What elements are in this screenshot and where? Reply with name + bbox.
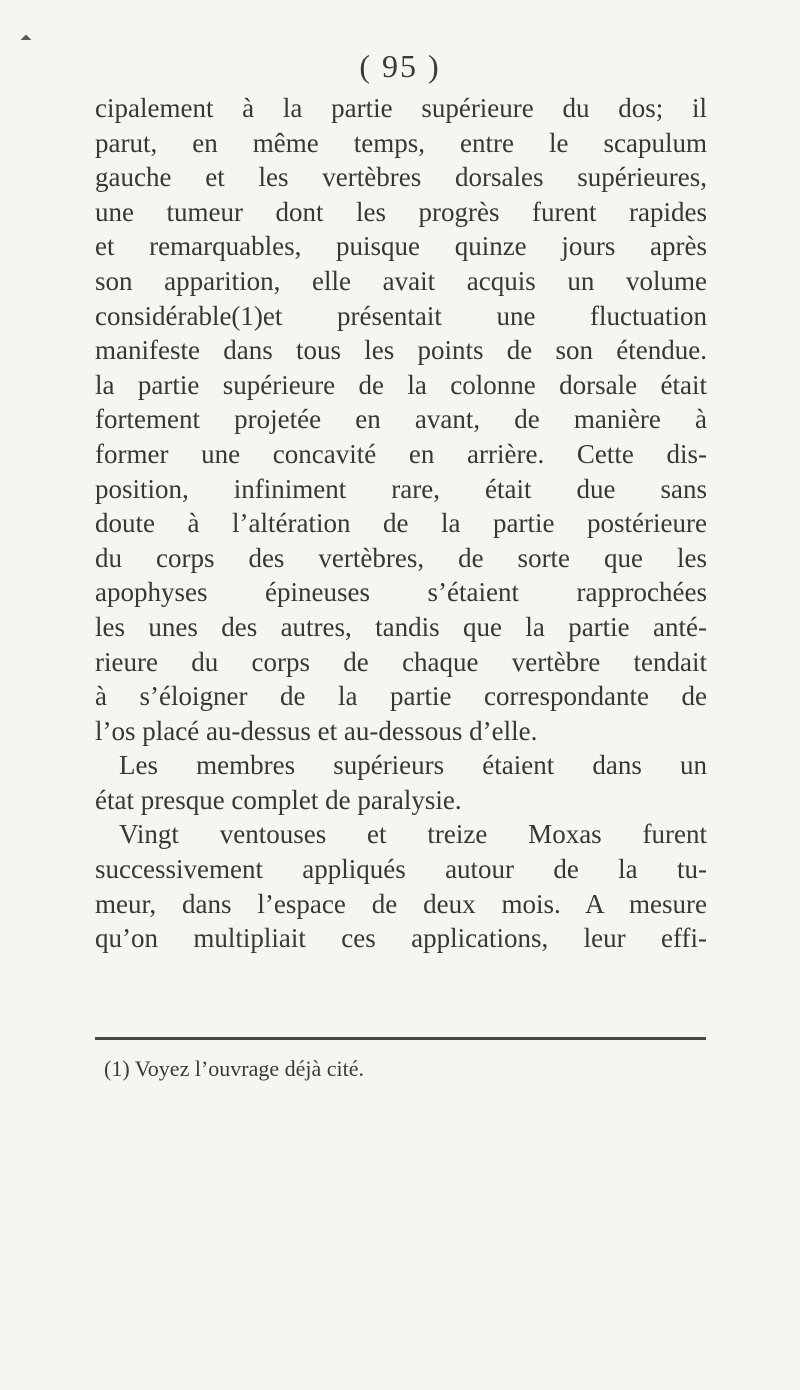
text-line: rieure du corps de chaque vertèbre tendait (95, 646, 707, 677)
text-line: successivement appliqués autour de la tu- (95, 854, 707, 885)
text-line: cipalement à la partie supérieure du dos; il (95, 93, 707, 123)
text-line: son apparition, elle avait acquis un volume (95, 265, 707, 296)
text-line: la partie supérieure de la colonne dorsale était (95, 369, 707, 400)
page-number: ( 95 ) (359, 48, 441, 84)
text-line: considérable(1)et présentait une fluctuation (95, 300, 707, 331)
text-line: et remarquables, puisque quinze jours après (95, 231, 707, 262)
text-line: une tumeur dont les progrès furent rapides (95, 196, 707, 227)
text-line: meur, dans l’espace de deux mois. A mesure (95, 888, 707, 919)
text-line: gauche et les vertèbres dorsales supérieures, (95, 162, 707, 193)
footnote-rule (95, 1037, 706, 1040)
text-line: qu’on multipliait ces applications, leur effi- (95, 923, 707, 954)
text-line: l’os placé au-dessus et au-dessous d’elle. (95, 715, 538, 746)
text-line: former une concavité en arrière. Cette dis- (95, 438, 707, 469)
text-line: état presque complet de paralysie. (95, 784, 462, 815)
text-line: manifeste dans tous les points de son étendue. (95, 335, 707, 366)
text-line: les unes des autres, tandis que la partie anté- (95, 611, 707, 642)
text-line: à s’éloigner de la partie correspondante de (95, 681, 707, 712)
text-line: Les membres supérieurs étaient dans un (119, 750, 707, 781)
text-line: du corps des vertèbres, de sorte que les (95, 542, 707, 573)
text-line: apophyses épineuses s’étaient rapprochées (95, 577, 707, 608)
body-text (95, 91, 707, 956)
text-line: position, infiniment rare, était due sans (95, 473, 707, 504)
footnote: (1) Voyez l’ouvrage déjà cité. (104, 1056, 365, 1081)
text-line: parut, en même temps, entre le scapulum (95, 127, 707, 158)
corner-mark (20, 34, 31, 45)
text-line: doute à l’altération de la partie postérieure (95, 508, 707, 539)
text-line: fortement projetée en avant, de manière à (95, 404, 707, 435)
text-line: Vingt ventouses et treize Moxas furent (119, 819, 707, 850)
